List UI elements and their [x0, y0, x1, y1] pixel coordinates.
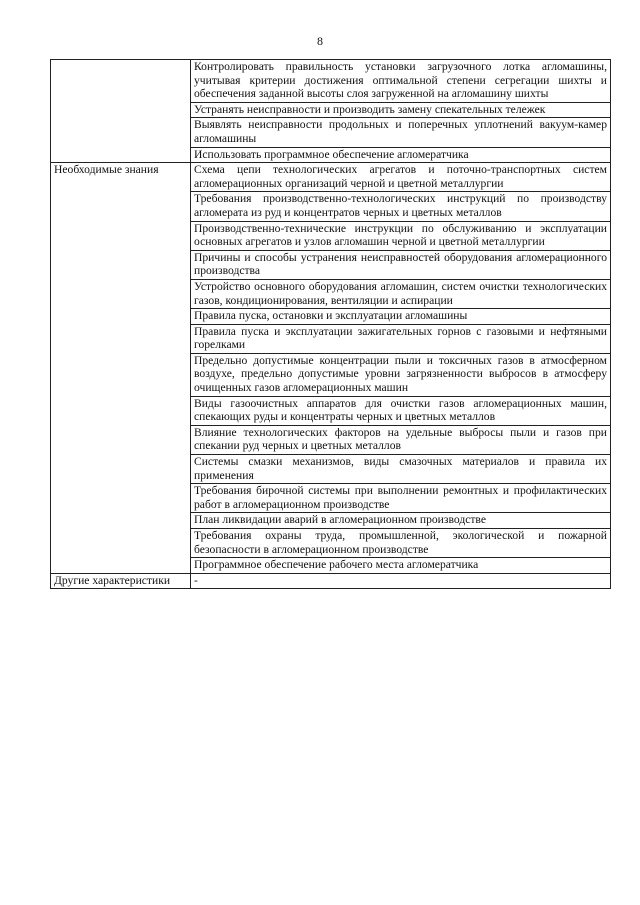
- row-item: Системы смазки механизмов, виды смазочных материалов и правила их применения: [191, 455, 611, 484]
- row-item: Влияние технологических факторов на удельные выбросы пыли и газов при спекании руд черных и цветных металлов: [191, 425, 611, 454]
- table-row: [51, 60, 611, 103]
- row-item: Контролировать правильность установки загрузочного лотка агломашины, учитывая критерии достижения оптимальной степени сегрегации шихты и обеспечения заданной высоты слоя загруженной на агломашину шихты: [191, 60, 611, 103]
- row-item: Правила пуска и эксплуатации зажигательных горнов с газовыми и нефтяными горелками: [191, 324, 611, 353]
- row-item: Виды газоочистных аппаратов для очистки газов агломерационных машин, спекающих руды и концентраты черных и цветных металлов: [191, 396, 611, 425]
- table-row: [51, 573, 611, 589]
- row-item: Выявлять неисправности продольных и поперечных уплотнений вакуум-камер агломашины: [191, 118, 611, 147]
- row-label: Необходимые знания: [51, 163, 191, 574]
- row-item: Устранять неисправности и производить замену спекательных тележек: [191, 102, 611, 118]
- table-row: [51, 163, 611, 192]
- row-label: Другие характеристики: [51, 573, 191, 589]
- row-item: Устройство основного оборудования агломашин, систем очистки технологических газов, кондиционирования, вентиляции и аспирации: [191, 279, 611, 308]
- row-item: Правила пуска, остановки и эксплуатации агломашины: [191, 309, 611, 325]
- row-item: План ликвидации аварий в агломерационном производстве: [191, 513, 611, 529]
- row-item: Схема цепи технологических агрегатов и поточно-транспортных систем агломерационных организаций черной и цветной металлургии: [191, 163, 611, 192]
- competency-table: [50, 59, 611, 589]
- row-item: Предельно допустимые концентрации пыли и токсичных газов в атмосферном воздухе, предельно допустимые уровни загрязненности выбросов в атмосферу очищенных газов агломерационных машин: [191, 353, 611, 396]
- row-item: Требования производственно-технологических инструкций по производству агломерата из руд и концентратов черных и цветных металлов: [191, 192, 611, 221]
- row-label: [51, 60, 191, 163]
- row-item: Производственно-технические инструкции по обслуживанию и эксплуатации основных агрегатов и узлов агломашин черной и цветной металлургии: [191, 221, 611, 250]
- row-item: -: [191, 573, 611, 589]
- row-item: Использовать программное обеспечение агломератчика: [191, 147, 611, 163]
- table-body: [51, 60, 611, 589]
- row-item: Причины и способы устранения неисправностей оборудования агломерационного производства: [191, 250, 611, 279]
- row-item: Требования бирочной системы при выполнении ремонтных и профилактических работ в агломерационном производстве: [191, 484, 611, 513]
- row-item: Программное обеспечение рабочего места агломератчика: [191, 558, 611, 574]
- row-item: Требования охраны труда, промышленной, экологической и пожарной безопасности в агломерационном производстве: [191, 529, 611, 558]
- page-number: 8: [317, 34, 323, 48]
